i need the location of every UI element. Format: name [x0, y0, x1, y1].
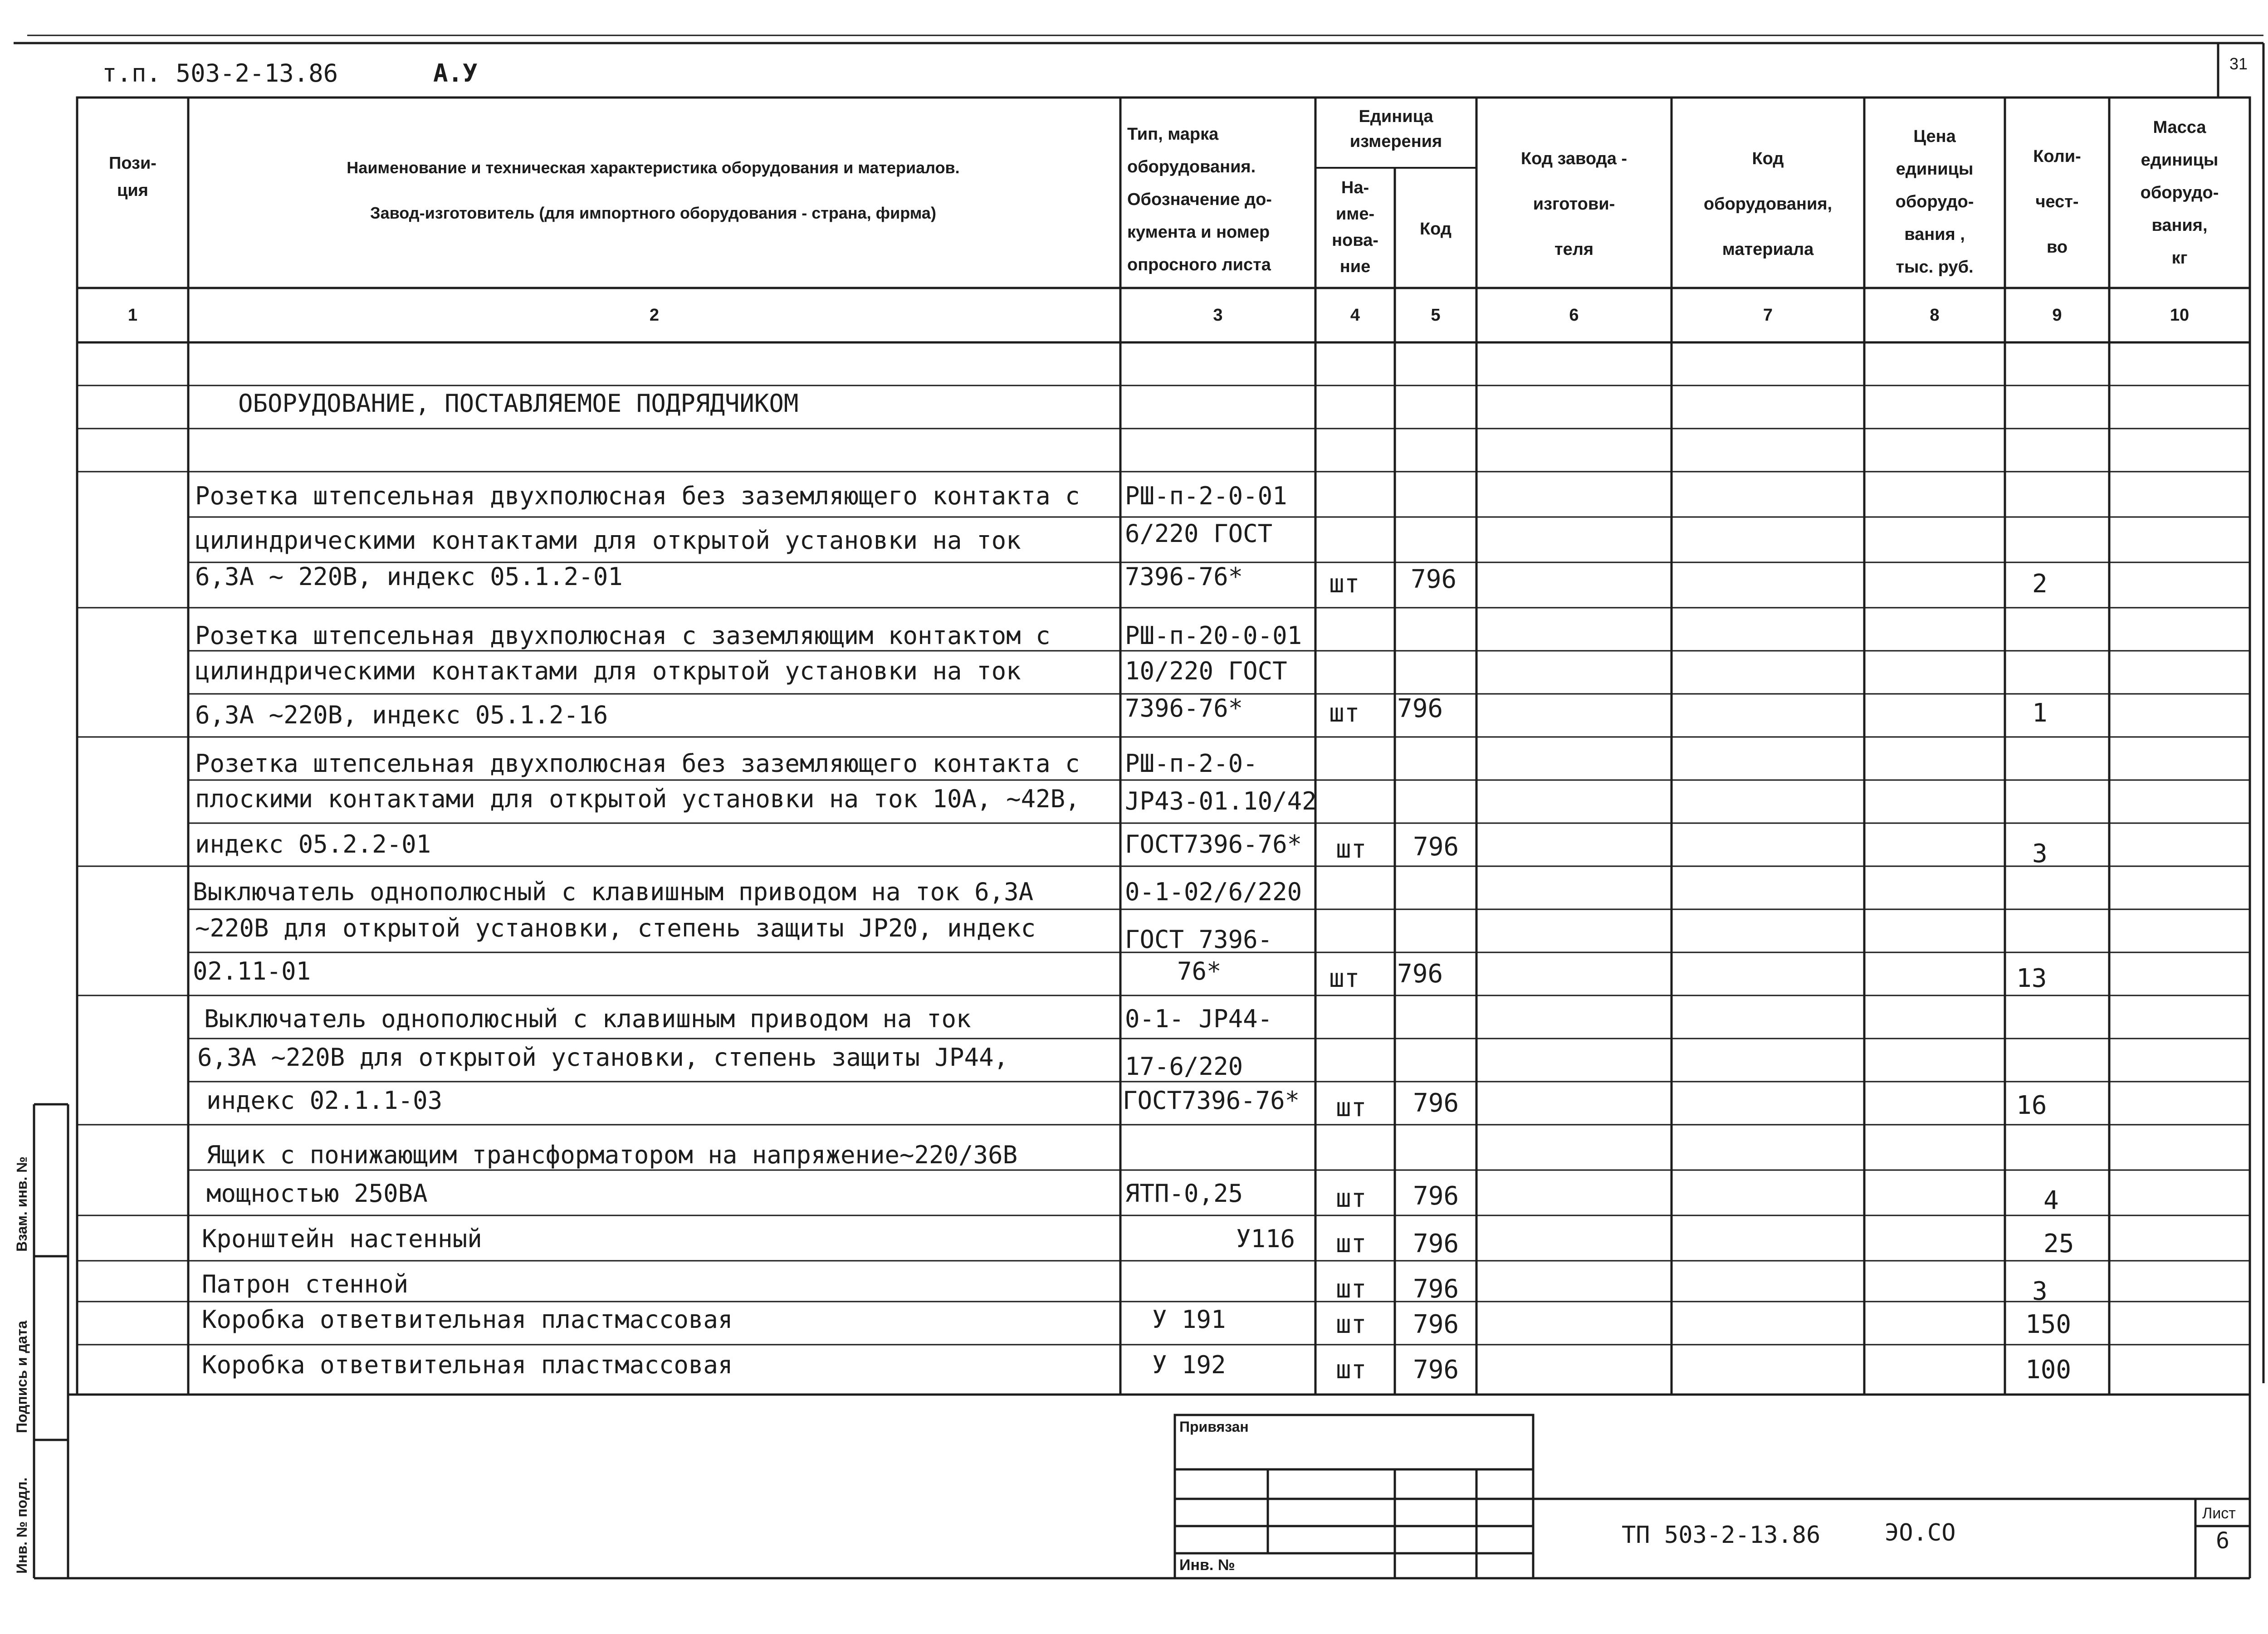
item-unit: шт: [1336, 834, 1367, 864]
album-code: А.У: [433, 59, 478, 88]
column-number: 4: [1350, 306, 1360, 325]
item-type-line: ГОСТ7396-76*: [1125, 830, 1302, 858]
item-description-line: Кронштейн настенный: [202, 1224, 482, 1253]
column-number: 6: [1569, 306, 1579, 325]
item-unit-code: 796: [1411, 565, 1457, 594]
document-code: т.п. 503-2-13.86: [102, 59, 338, 88]
item-type-line: РШ-п-2-0-01: [1125, 482, 1287, 510]
side-label-replacement-inv: Взам. инв. №: [14, 1156, 30, 1252]
header-unit-code: Код: [1419, 219, 1452, 239]
item-unit-code: 796: [1413, 1310, 1459, 1339]
column-number: 7: [1763, 306, 1773, 325]
item-type-line: У116: [1236, 1224, 1295, 1253]
item-unit-code: 796: [1413, 1229, 1459, 1258]
item-unit-code: 796: [1397, 694, 1443, 723]
side-label-original-inv: Инв. № подл.: [14, 1477, 30, 1574]
item-unit-code: 796: [1413, 1274, 1459, 1304]
column-number: 2: [649, 306, 660, 325]
item-quantity: 1: [2032, 698, 2048, 728]
item-description-line: 6,3А ~220В, индекс 05.1.2-16: [195, 701, 608, 729]
item-unit-code: 796: [1413, 832, 1459, 862]
item-type-line: ГОСТ7396-76*: [1123, 1086, 1300, 1115]
item-description-line: индекс 02.1.1-03: [206, 1086, 443, 1115]
page-number-top: 31: [2229, 54, 2248, 73]
item-type-line: У 191: [1152, 1305, 1226, 1334]
item-description-line: Ящик с понижающим трансформатором на напряжение~220/36В: [206, 1141, 1018, 1169]
item-description-line: индекс 05.2.2-01: [195, 830, 431, 858]
stamp-sheet-label: Лист: [2202, 1505, 2236, 1522]
header-position: Пози- ция: [109, 154, 156, 200]
item-quantity: 3: [2032, 839, 2048, 868]
item-description-line: Коробка ответвительная пластмассовая: [202, 1305, 733, 1334]
item-unit: шт: [1336, 1274, 1367, 1304]
item-unit: шт: [1336, 1310, 1367, 1339]
column-number: 9: [2052, 306, 2062, 325]
item-description-line: 02.11-01: [193, 957, 311, 985]
header-equipment-code: Код оборудования, материала: [1703, 149, 1833, 259]
item-unit-code: 796: [1413, 1181, 1459, 1211]
stamp-sheet-number: 6: [2216, 1527, 2230, 1554]
item-description-line: цилиндрическими контактами для открытой установки на ток: [195, 657, 1021, 685]
side-label-signature-date: Подпись и дата: [14, 1321, 30, 1433]
item-unit-code: 796: [1413, 1088, 1459, 1118]
header-unit-name: На- име- нова- ние: [1332, 178, 1378, 276]
item-quantity: 16: [2016, 1091, 2047, 1120]
item-description-line: 6,3А ~ 220В, индекс 05.1.2-01: [195, 562, 623, 591]
item-description-line: Патрон стенной: [202, 1270, 409, 1298]
item-quantity: 150: [2025, 1310, 2072, 1339]
section-title: ОБОРУДОВАНИЕ, ПОСТАВЛЯЕМОЕ ПОДРЯДЧИКОМ: [238, 389, 799, 418]
item-quantity: 3: [2032, 1277, 2048, 1306]
item-unit: шт: [1329, 569, 1360, 599]
item-description-line: Выключатель однополюсный с клавишным приводом на ток: [204, 1005, 971, 1033]
item-quantity: 2: [2032, 569, 2048, 599]
item-type-line: ЯТП-0,25: [1125, 1179, 1243, 1208]
header-unit-group: Единица измерения: [1349, 107, 1442, 151]
item-type-line: 7396-76*: [1125, 562, 1243, 591]
item-description-line: цилиндрическими контактами для открытой установки на ток: [195, 526, 1021, 555]
item-unit: шт: [1336, 1184, 1367, 1213]
stamp-inv-label: Инв. №: [1179, 1556, 1235, 1574]
item-description-line: плоскими контактами для открытой установки на ток 10А, ~42В,: [195, 785, 1080, 813]
item-type-line: 0-1- ЈР44-: [1125, 1005, 1273, 1033]
item-description-line: Розетка штепсельная двухполюсная без заземляющего контакта с: [195, 749, 1080, 778]
item-type-line: РШ-п-2-0-: [1125, 749, 1258, 778]
item-quantity: 25: [2043, 1229, 2074, 1258]
item-type-line: 6/220 ГОСТ: [1125, 519, 1273, 548]
stamp-designation: ТП 503-2-13.86: [1622, 1522, 1821, 1549]
item-unit: шт: [1336, 1093, 1367, 1122]
item-unit-code: 796: [1413, 1355, 1459, 1385]
item-type-line: ЈР43-01.10/42: [1125, 787, 1317, 815]
item-type-line: 76*: [1177, 957, 1222, 985]
stamp-section: ЭО.СО: [1885, 1519, 1956, 1546]
column-number: 5: [1431, 306, 1441, 325]
item-description-line: Коробка ответвительная пластмассовая: [202, 1351, 733, 1379]
item-description-line: Выключатель однополюсный с клавишным приводом на ток 6,3А: [193, 878, 1034, 906]
item-type-line: 0-1-02/6/220: [1125, 878, 1302, 906]
header-type: Тип, марка оборудования. Обозначение до- кумента и номер опросного листа: [1127, 125, 1272, 274]
item-type-line: У 192: [1152, 1351, 1226, 1379]
item-unit-code: 796: [1397, 959, 1443, 989]
column-number: 8: [1930, 306, 1940, 325]
header-name: Наименование и техническая характеристика оборудования и материалов. Завод-изготовитель (для импортного оборудования - страна, фирма): [347, 158, 960, 222]
item-description-line: Розетка штепсельная двухполюсная без заземляющего контакта с: [195, 482, 1080, 510]
item-type-line: ГОСТ 7396-: [1125, 925, 1273, 954]
item-type-line: 10/220 ГОСТ: [1125, 657, 1287, 685]
item-type-line: РШ-п-20-0-01: [1125, 621, 1302, 650]
item-type-line: 7396-76*: [1125, 694, 1243, 722]
header-factory-code: Код завода - изготови- теля: [1520, 149, 1628, 259]
item-quantity: 13: [2016, 964, 2047, 993]
column-number: 1: [127, 306, 138, 325]
item-unit: шт: [1336, 1229, 1367, 1258]
item-unit: шт: [1329, 964, 1360, 993]
item-quantity: 4: [2043, 1186, 2059, 1215]
item-description-line: Розетка штепсельная двухполюсная с заземляющим контактом с: [195, 621, 1051, 650]
item-unit: шт: [1336, 1355, 1367, 1385]
header-mass: Масса единицы оборудо- вания, кг: [2140, 118, 2219, 268]
header-quantity: Коли- чест- во: [2033, 147, 2081, 257]
item-description-line: ~220В для открытой установки, степень защиты ЈР20, индекс: [195, 914, 1036, 942]
item-type-line: 17-6/220: [1125, 1052, 1243, 1081]
item-description-line: мощностью 250ВА: [206, 1179, 428, 1208]
header-price: Цена единицы оборудо- вания , тыс. руб.: [1895, 127, 1974, 277]
stamp-attached-label: Привязан: [1179, 1419, 1249, 1435]
column-number: 3: [1213, 306, 1223, 325]
item-quantity: 100: [2025, 1355, 2072, 1385]
column-number: 10: [2170, 306, 2190, 325]
item-unit: шт: [1329, 698, 1360, 728]
item-description-line: 6,3А ~220В для открытой установки, степень защиты ЈР44,: [197, 1043, 1009, 1072]
